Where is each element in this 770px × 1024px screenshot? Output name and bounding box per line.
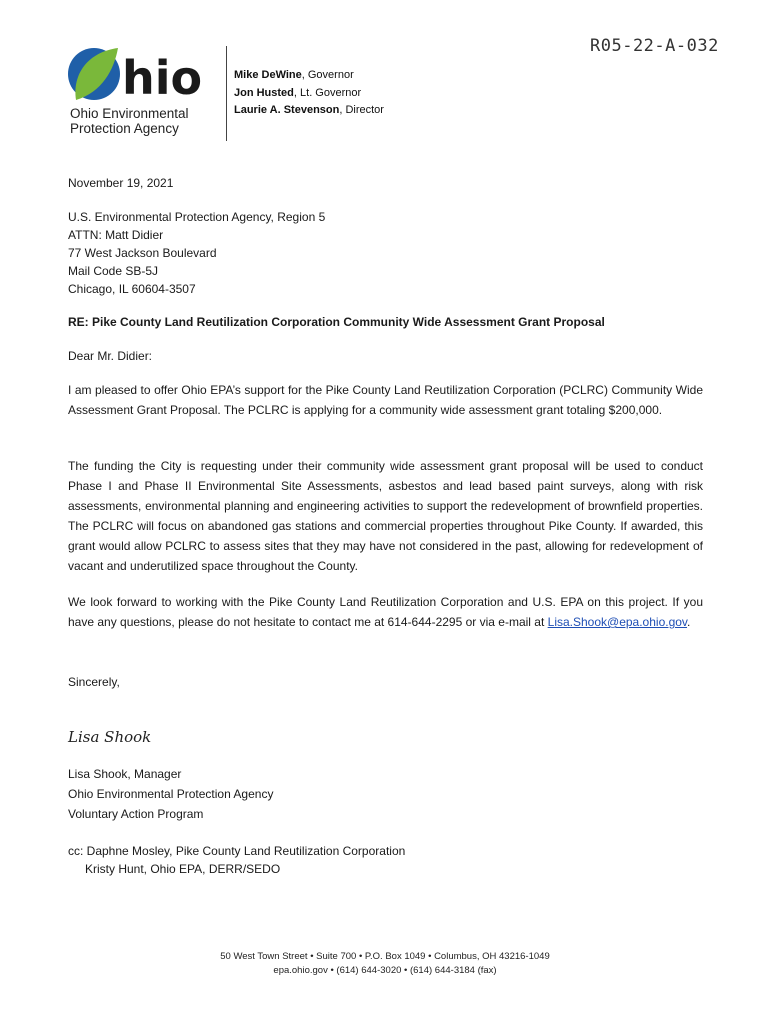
reference-number: R05-22-A-032	[590, 36, 719, 56]
signature: Lisa Shook	[68, 728, 152, 746]
letter-date: November 19, 2021	[68, 176, 174, 190]
cc-line: cc: Daphne Mosley, Pike County Land Reutilization Corporation	[68, 844, 406, 858]
salutation: Dear Mr. Didier:	[68, 349, 153, 363]
officials-list	[234, 67, 384, 120]
email-link[interactable]: Lisa.Shook@epa.ohio.gov	[547, 615, 688, 629]
footer-contact: epa.ohio.gov • (614) 644-3020 • (614) 644-3184 (fax)	[273, 965, 497, 976]
logo-line-2: Protection Agency	[70, 121, 179, 136]
subject-line: RE: Pike County Land Reutilization Corporation Community Wide Assessment Grant Proposal	[68, 315, 605, 329]
logo-brand-text: hio	[122, 51, 203, 105]
cc-block	[68, 842, 703, 878]
official-director: Laurie A. Stevenson, Director	[234, 104, 384, 116]
letterhead-footer	[0, 950, 770, 978]
signer-line: Voluntary Action Program	[68, 807, 204, 821]
body-paragraph-3: We look forward to working with the Pike County Land Reutilization Corporation and U.S. EPA on this project. If you have any questions, please do not hesitate to contact me at 614-644-2295 or via e-mail at Lisa.Shook@epa.ohio.gov.	[68, 595, 703, 629]
sign-off: Sincerely,	[68, 675, 120, 689]
recipient-address	[68, 208, 703, 298]
logo-agency-name	[70, 106, 189, 136]
signer-line: Ohio Environmental Protection Agency	[68, 787, 274, 801]
official-lt-governor: Jon Husted, Lt. Governor	[234, 86, 362, 99]
address-line: Chicago, IL 60604-3507	[68, 282, 196, 296]
signer-block	[68, 764, 703, 824]
logo-line-1: Ohio Environmental	[70, 106, 189, 121]
cc-line: Kristy Hunt, Ohio EPA, DERR/SEDO	[85, 862, 281, 876]
signer-line: Lisa Shook, Manager	[68, 767, 182, 781]
official-governor: Mike DeWine, Governor	[234, 69, 354, 81]
footer-address: 50 West Town Street • Suite 700 • P.O. Box 1049 • Columbus, OH 43216-1049	[220, 951, 550, 962]
address-line: U.S. Environmental Protection Agency, Region 5	[68, 210, 326, 224]
body-paragraph-1: I am pleased to offer Ohio EPA’s support for the Pike County Land Reutilization Corporation (PCLRC) Community Wide Assessment Grant Proposal. The PCLRC is applying for a community wide assessment grant totaling $200,000.	[68, 383, 703, 417]
address-line: ATTN: Matt Didier	[68, 228, 164, 242]
body-paragraph-2: The funding the City is requesting under their community wide assessment grant proposal will be used to conduct Phase I and Phase II Environmental Site Assessments, asbestos and lead based paint surveys, along with risk assessments, environmental planning and engineering activities to support the redevelopment of brownfield properties. The PCLRC will focus on abandoned gas stations and commercial properties throughout Pike County. If awarded, this grant would allow PCLRC to assess sites that they may have not considered in the past, allowing for redevelopment of vacant and underutilized space throughout the County.	[68, 459, 703, 573]
header-divider	[226, 46, 227, 141]
address-line: Mail Code SB-5J	[68, 264, 159, 278]
address-line: 77 West Jackson Boulevard	[68, 246, 217, 260]
